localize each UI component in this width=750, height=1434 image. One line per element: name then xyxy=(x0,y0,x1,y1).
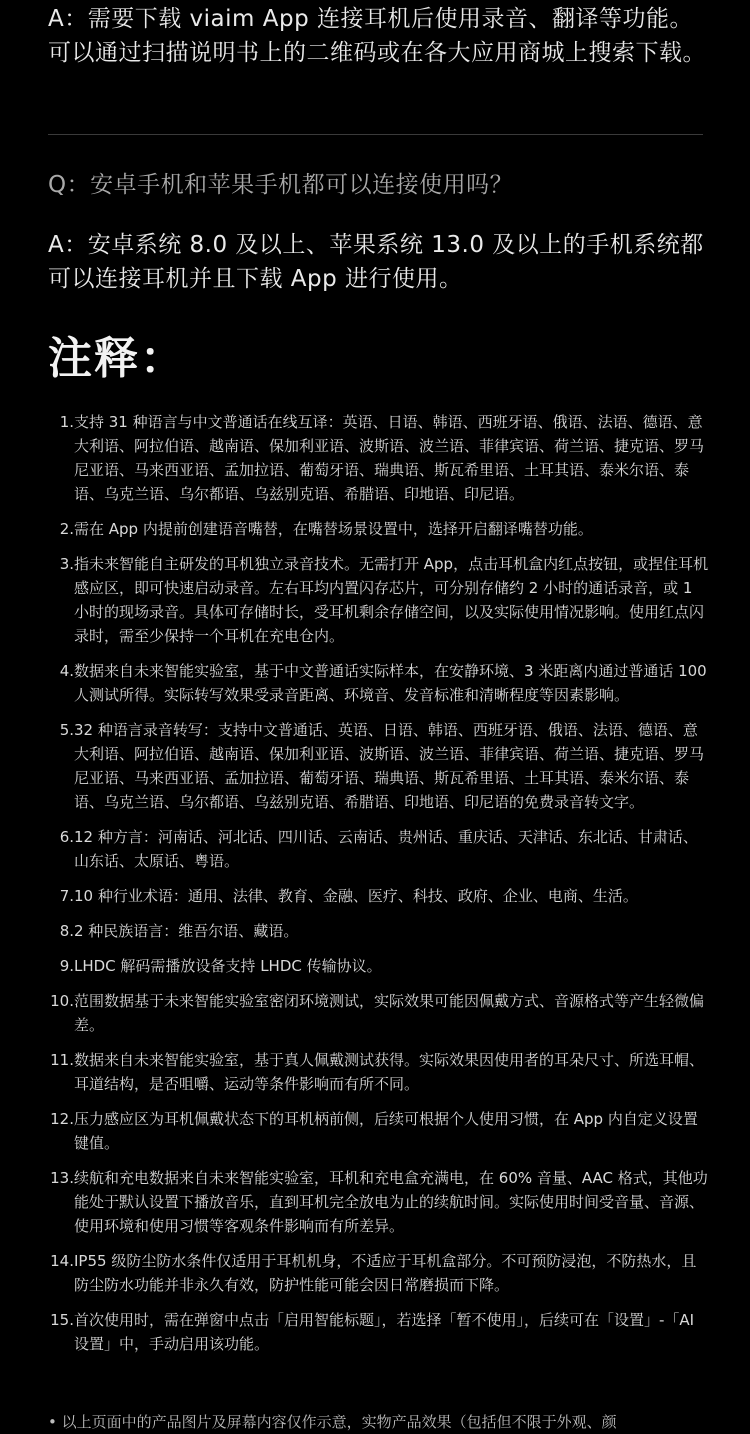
note-item-8 xyxy=(40,919,710,943)
note-text: 支持 31 种语言与中文普通话在线互译：英语、日语、韩语、西班牙语、俄语、法语、德语、意大利语、阿拉伯语、越南语、保加利亚语、波斯语、波兰语、菲律宾语、荷兰语、捷克语、罗马尼亚语、马来西亚语、孟加拉语、葡萄牙语、瑞典语、斯瓦希里语、土耳其语、泰米尔语、泰语、乌克兰语、乌尔都语、乌兹别克语、希腊语、印地语、印尼语。 xyxy=(74,413,705,503)
note-number: 11. xyxy=(50,1051,74,1069)
note-number: 13. xyxy=(50,1169,74,1187)
note-text: 12 种方言：河南话、河北话、四川话、云南话、贵州话、重庆话、天津话、东北话、甘肃话、山东话、太原话、粤语。 xyxy=(74,828,698,870)
note-text: 2 种民族语言：维吾尔语、藏语。 xyxy=(74,922,299,940)
note-text: 压力感应区为耳机佩戴状态下的耳机柄前侧，后续可根据个人使用习惯，在 App 内自定义设置键值。 xyxy=(74,1110,698,1152)
note-item-13 xyxy=(40,1166,710,1238)
note-item-6 xyxy=(40,825,710,873)
notes-list xyxy=(40,410,710,1367)
disclaimer-partial: • 以上页面中的产品图片及屏幕内容仅作示意，实物产品效果（包括但不限于外观、颜 xyxy=(48,1413,617,1431)
note-text: 续航和充电数据来自未来智能实验室，耳机和充电盒充满电，在 60% 音量、AAC 格式，其他功能处于默认设置下播放音乐，直到耳机完全放电为止的续航时间。实际使用时间受音量、音源、使用环境和使用习惯等客观条件影响而有所差异。 xyxy=(74,1169,708,1235)
faq-answer-compatibility: A：安卓系统 8.0 及以上、苹果系统 13.0 及以上的手机系统都可以连接耳机并且下载 App 进行使用。 xyxy=(48,232,704,292)
note-text: 指未来智能自主研发的耳机独立录音技术。无需打开 App，点击耳机盒内红点按钮，或捏住耳机感应区，即可快速启动录音。左右耳均内置闪存芯片，可分别存储约 2 小时的通话录音，或 1 小时的现场录音。具体可存储时长，受耳机剩余存储空间，以及实际使用情况影响。使用红点闪录时，需至少保持一个耳机在充电仓内。 xyxy=(74,555,709,645)
note-number: 15. xyxy=(50,1311,74,1329)
note-number: 3. xyxy=(59,555,74,573)
note-item-12 xyxy=(40,1107,710,1155)
note-item-14 xyxy=(40,1249,710,1297)
note-text: 数据来自未来智能实验室，基于真人佩戴测试获得。实际效果因使用者的耳朵尺寸、所选耳帽、耳道结构，是否咀嚼、运动等条件影响而有所不同。 xyxy=(74,1051,705,1093)
note-item-4 xyxy=(40,659,710,707)
note-number: 10. xyxy=(50,992,74,1010)
note-item-3 xyxy=(40,552,710,648)
note-number: 14. xyxy=(50,1252,74,1270)
note-text: 首次使用时，需在弹窗中点击「启用智能标题」，若选择「暂不使用」，后续可在「设置」-「AI 设置」中，手动启用该功能。 xyxy=(74,1311,695,1353)
note-number: 4. xyxy=(59,662,74,680)
note-item-10 xyxy=(40,989,710,1037)
note-number: 12. xyxy=(50,1110,74,1128)
note-text: 10 种行业术语：通用、法律、教育、金融、医疗、科技、政府、企业、电商、生活。 xyxy=(74,887,638,905)
note-item-7 xyxy=(40,884,710,908)
note-number: 7. xyxy=(59,887,74,905)
note-text: LHDC 解码需播放设备支持 LHDC 传输协议。 xyxy=(74,957,382,975)
note-text: 需在 App 内提前创建语音嘴替，在嘴替场景设置中，选择开启翻译嘴替功能。 xyxy=(74,520,593,538)
note-number: 9. xyxy=(59,957,74,975)
note-number: 1. xyxy=(59,413,74,431)
faq-answer-download: A：需要下载 viaim App 连接耳机后使用录音、翻译等功能。可以通过扫描说明书上的二维码或在各大应用商城上搜索下载。 xyxy=(48,6,706,66)
note-text: 数据来自未来智能实验室，基于中文普通话实际样本，在安静环境、3 米距离内通过普通话 100 人测试所得。实际转写效果受录音距离、环境音、发音标准和清晰程度等因素影响。 xyxy=(74,662,707,704)
note-item-1 xyxy=(40,410,710,506)
note-number: 2. xyxy=(59,520,74,538)
note-item-15 xyxy=(40,1308,710,1356)
faq-question-compatibility: Q：安卓手机和苹果手机都可以连接使用吗？ xyxy=(48,172,514,198)
note-number: 5. xyxy=(59,721,74,739)
note-number: 6. xyxy=(59,828,74,846)
note-text: 32 种语言录音转写：支持中文普通话、英语、日语、韩语、西班牙语、俄语、法语、德语、意大利语、阿拉伯语、越南语、保加利亚语、波斯语、波兰语、菲律宾语、荷兰语、捷克语、罗马尼亚语、马来西亚语、孟加拉语、葡萄牙语、瑞典语、斯瓦希里语、土耳其语、泰米尔语、泰语、乌克兰语、乌尔都语、乌兹别克语、希腊语、印地语、印尼语的免费录音转文字。 xyxy=(74,721,705,811)
divider xyxy=(48,134,703,135)
note-number: 8. xyxy=(59,922,74,940)
note-item-5 xyxy=(40,718,710,814)
note-text: IP55 级防尘防水条件仅适用于耳机机身，不适应于耳机盒部分。不可预防浸泡，不防热水，且防尘防水功能并非永久有效，防护性能可能会因日常磨损而下降。 xyxy=(74,1252,697,1294)
note-item-9 xyxy=(40,954,710,978)
note-item-11 xyxy=(40,1048,710,1096)
note-item-2 xyxy=(40,517,710,541)
note-text: 范围数据基于未来智能实验室密闭环境测试，实际效果可能因佩戴方式、音源格式等产生轻微偏差。 xyxy=(74,992,705,1034)
notes-heading: 注释： xyxy=(48,333,186,384)
